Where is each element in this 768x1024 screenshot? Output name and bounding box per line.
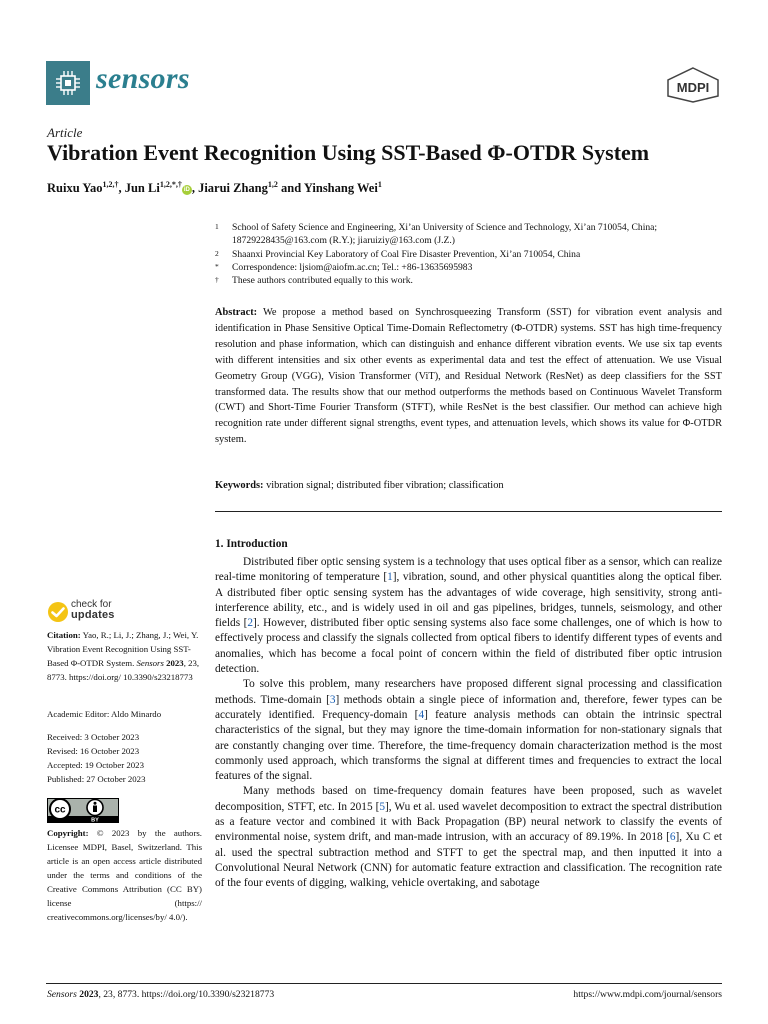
- abstract-label: Abstract:: [215, 307, 258, 318]
- publication-dates: [47, 730, 202, 786]
- reference-link[interactable]: 6: [669, 831, 676, 844]
- affiliation-item: 2 Shaanxi Provincial Key Laboratory of Coal Fire Disaster Prevention, Xi’an 710054, China: [215, 248, 581, 260]
- reference-link[interactable]: 3: [329, 693, 336, 706]
- affiliation-item: † These authors contributed equally to this work.: [215, 275, 413, 287]
- reference-link[interactable]: 4: [418, 708, 425, 721]
- check-for-updates-button[interactable]: check for updates: [47, 599, 157, 625]
- reference-link[interactable]: 5: [379, 800, 385, 813]
- date-published: Published: 27 October 2023: [47, 774, 146, 784]
- author-name: Yinshang Wei: [303, 181, 378, 196]
- body-paragraph: To solve this problem, many researchers have proposed different signal processing and classification methods. Time-domain [3] methods obtain a single piece of information and, therefore, fewer types can be accurately identified. Frequency-domain [4] feature analysis methods can obtain the intrinsic spectral characteristics of the signal, but they may ignore the time-domain information for non-stationary signals that are constantly changing over time. Therefore, the time-frequency domain characterization method is the most commonly used approach, which transforms the signal at different times and frequencies to extract the local features of the signal.: [215, 678, 723, 783]
- affiliation-item: * Correspondence: ljsiom@aiofm.ac.cn; Tel.: +86-13635695983: [215, 261, 473, 273]
- mdpi-logo: [664, 66, 722, 104]
- footer-journal-url[interactable]: https://www.mdpi.com/journal/sensors: [573, 989, 722, 1000]
- author-name: Jiarui Zhang: [198, 181, 268, 196]
- reference-link[interactable]: 1: [387, 571, 393, 584]
- body-paragraph: Distributed fiber optic sensing system is a technology that uses optical fiber as a sensor, which can realize real-time monitoring of temperature [1], vibration, sound, and other physical quantities along the optical fiber. A distributed fiber optic sensing system has the advantages of wide coverage, high sensitivity, strong anti-interference ability, etc., and is widely used in oil and gas pipelines, bridges, tunnels, seismology, and other fields [2]. However, distributed fiber optic sensing systems also face some challenges, one of which is how to effectively process and classify the signals collected from optical fibers to identify different types of events and anomalies, which has become a focal point of concern within the field of distributed fiber optic intrusion detection.: [215, 556, 723, 676]
- author-list: Ruixu Yao$^{1,2,\dagger}$, Jun $Li^{1,2,*,\dagger}iD$ , Jiarui Zhang$^{1,2}$ and Yinshang Wei$^1$: [47, 180, 382, 196]
- article-type: Article: [47, 125, 83, 140]
- keywords-label: Keywords:: [215, 480, 264, 491]
- chip-icon: [54, 69, 82, 97]
- svg-text:cc: cc: [54, 804, 66, 816]
- date-revised: Revised: 16 October 2023: [47, 746, 140, 756]
- affiliation-item: 1 School of Safety Science and Engineering, Xi’an University of Science and Technology, Xi’an 710054, China; 18729228435@163.com (R.Y.); jiaruiziy@163.com (J.Z.): [215, 222, 658, 247]
- citation: Citation: Yao, R.; Li, J.; Zhang, J.; Wei, Y. Vibration Event Recognition Using SST-Based Φ-OTDR System. Sensors 2023, 23, 8773. https://doi.org/ 10.3390/s23218773: [47, 630, 200, 682]
- author-name: Jun Li: [124, 181, 160, 196]
- academic-editor: Academic Editor: Aldo Minardo: [47, 709, 162, 719]
- orcid-icon[interactable]: iD: [183, 187, 190, 194]
- body-paragraph: Many methods based on time-frequency domain features have been proposed, such as wavelet decomposition, STFT, etc. In 2015 [5], Wu et al. used wavelet decomposition to extract the spectral distribution as a feature vector and combined it with Back Propagation (BP) neural network to classify the events of environmental noise, system drift, and man-made intrusion, with an accuracy of 89.19%. In 2018 [6], Xu C et al. used the spectral subtraction method and STFT to get the spectral map, and then inputted it into a Convolutional Neural Network (CNN) for automatic feature extraction and classification. The recognition rate of the four events of digging, walking, vehicle overtaking, and sabotage: [215, 785, 723, 890]
- check-updates-icon: [47, 601, 69, 623]
- abstract-text: We propose a method based on Synchrosqueezing Transform (SST) for vibration event analysis and identification in Phase Sensitive Optical Time-Domain Reflectometry (Φ-OTDR) systems. SST has high time-frequency resolution and phase information, which can distinguish and enhance different vibration events. We use six tap events with different intensities and six other events as experimental data and test the effect of attenuation. We use Visual Geometry Group (VGG), Vision Transformer (ViT), and Residual Network (ResNet) as deep classifiers for the SST transformed data. The results show that our method outperforms the methods based on Continuous Wavelet Transform (CWT) and Short-Time Fourier Transform (STFT), while ResNet is the best classifier. Our method can achieve high recognition rate under different signal strengths, event types, and attenuation levels, which shows its value for Φ-OTDR system.: [215, 307, 722, 446]
- divider: [215, 511, 722, 512]
- footer-doi-link[interactable]: , 23, 8773. https://doi.org/10.3390/s23218773: [98, 989, 275, 1000]
- body-text: [215, 555, 722, 892]
- cc-by-license-icon[interactable]: [47, 798, 119, 823]
- copyright-notice: Copyright: © 2023 by the authors. Licensee MDPI, Basel, Switzerland. This article is an open access article distributed under the terms and conditions of the Creative Commons Attribution (CC BY) license (https:// creativecommons.org/licenses/by/ 4.0/).: [47, 828, 202, 922]
- svg-text:BY: BY: [91, 817, 99, 823]
- abstract: [215, 305, 722, 448]
- paper-title: Vibration Event Recognition Using SST-Based Φ-OTDR System: [47, 140, 650, 165]
- footer-divider: [46, 983, 722, 984]
- doi-link[interactable]: , 23, 8773. https://doi.org/ 10.3390/s23218773: [47, 658, 200, 682]
- footer-citation: Sensors 2023, 23, 8773. https://doi.org/10.3390/s23218773: [47, 989, 275, 1000]
- section-heading: 1. Introduction: [215, 538, 288, 550]
- publisher-name: MDPI: [676, 80, 710, 95]
- keywords-text: vibration signal; distributed fiber vibration; classification: [266, 480, 504, 491]
- date-received: Received: 3 October 2023: [47, 732, 140, 742]
- journal-name: sensors: [96, 62, 190, 95]
- author-name: Ruixu Yao: [47, 181, 103, 196]
- date-accepted: Accepted: 19 October 2023: [47, 760, 144, 770]
- affiliations: [215, 221, 725, 287]
- keywords: [215, 478, 722, 493]
- reference-link[interactable]: 2: [247, 617, 254, 630]
